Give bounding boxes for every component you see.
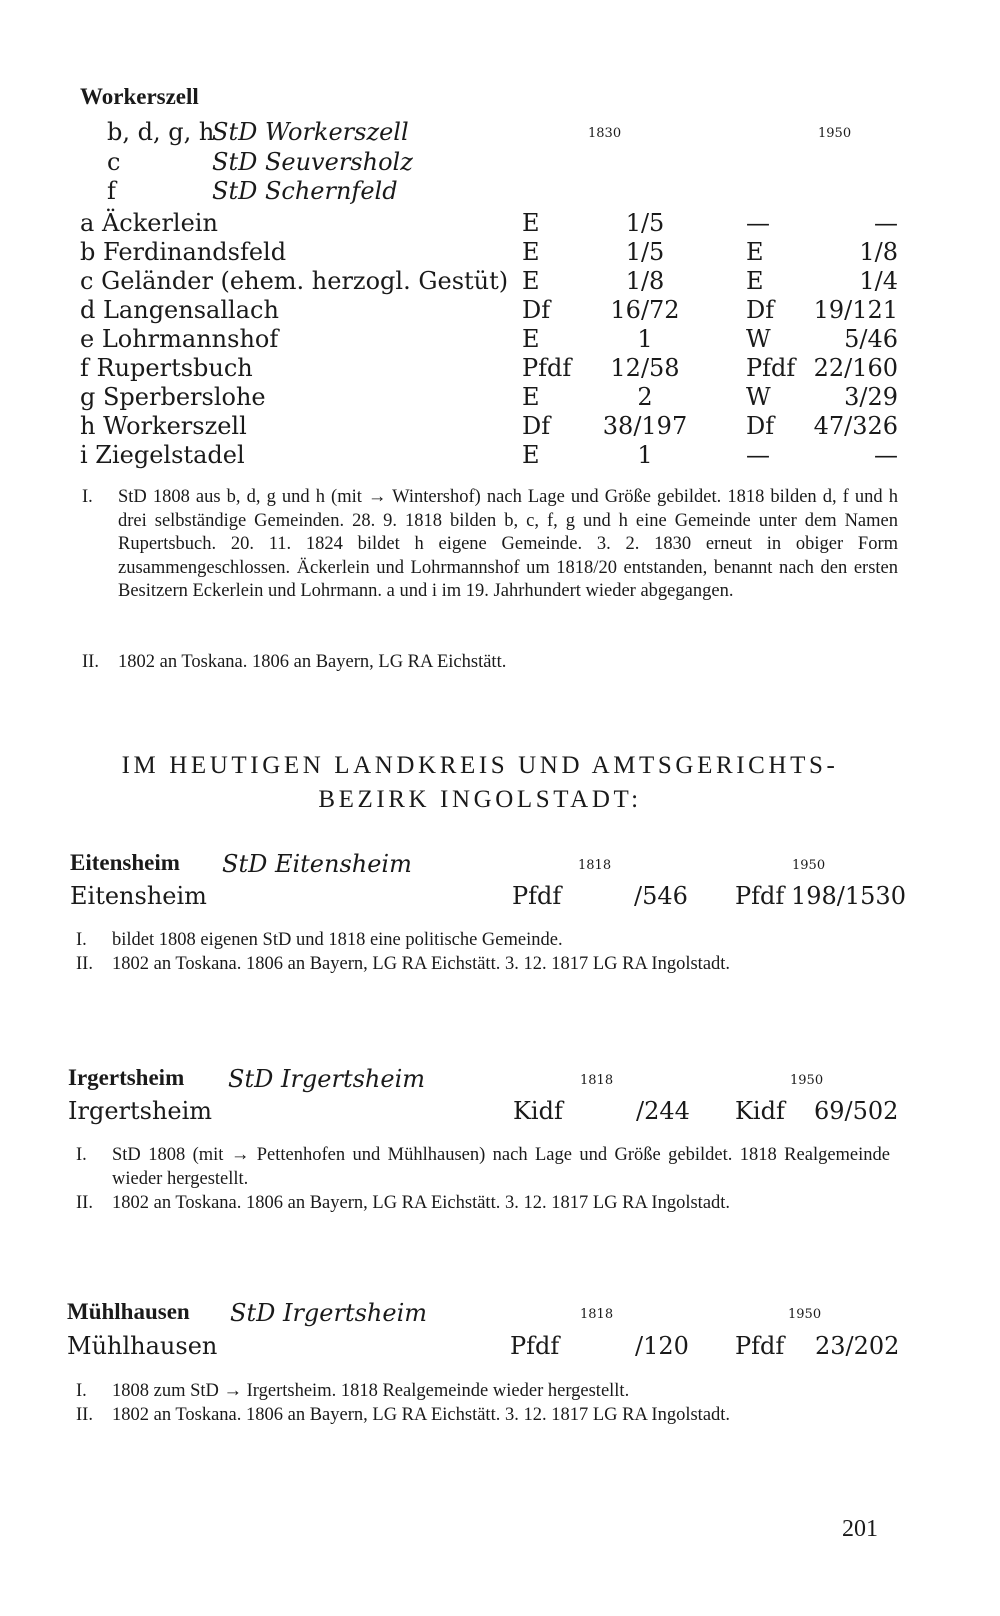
std-name-2: StD Seuversholz (212, 148, 413, 176)
note-text: 1802 an Toskana. 1806 an Bayern, LG RA Eichstätt. 3. 12. 1817 LG RA Ingolstadt. (112, 1405, 731, 1425)
note-text: 1808 zum StD → Irgertsheim. 1818 Realgemeinde wieder hergestellt. (112, 1381, 630, 1401)
table-row-type1830: E (522, 383, 540, 411)
table-row-place: a Äckerlein (80, 209, 218, 237)
irgertsheim-note-2 (76, 1192, 890, 1240)
entry-title-muehlhausen: Mühlhausen (67, 1299, 190, 1324)
table-row-type1950: — (746, 441, 770, 469)
table-row-type1950: W (746, 383, 771, 411)
table-row-value1830: 1/8 (625, 267, 665, 295)
table-row-value1830: 1/5 (625, 209, 665, 237)
table-row-value1830: 1 (637, 325, 653, 353)
table-row-value1950: — (874, 209, 898, 237)
note-text: StD 1808 aus b, d, g und h (mit → Wintershof) nach Lage und Größe gebildet. 1818 bilden d, f und h drei selbständige Gemeinden. 28. 9. 1818 bilden b, c, f, g und h eine Gemeinde unter dem Namen Rupertsbuch. 20. 11. 1824 bildet h eigene Gemeinde. 3. 2. 1830 erneut in obiger Form zusammengeschlossen. Äckerlein und Lohrmannshof um 1818/20 entstanden, benannt nach den ersten Besitzern Eckerlein und Lohrmann. a und i im 19. Jahrhundert wieder abgegangen. (118, 487, 898, 601)
note-label: II. (76, 954, 93, 974)
note-text: StD 1808 (mit → Pettenhofen und Mühlhausen) nach Lage und Größe gebildet. 1818 Realgemeinde wieder hergestellt. (112, 1145, 890, 1189)
workerszell-note-1 (82, 486, 898, 652)
eitensheim-note-1 (76, 929, 890, 953)
table-row-type1950: Pfdf (746, 354, 796, 382)
table-row-type1830: Df (522, 412, 551, 440)
note-text: 1802 an Toskana. 1806 an Bayern, LG RA Eichstätt. 3. 12. 1817 LG RA Ingolstadt. (112, 1193, 731, 1213)
workerszell-title: Workerszell (80, 84, 199, 109)
std-codes-2: c (107, 148, 121, 176)
note-label: I. (76, 1145, 87, 1165)
table-row-value1830: 38/197 (602, 412, 688, 440)
table-row-value1830: 16/72 (610, 296, 680, 324)
table-row-type1950: Df (746, 296, 775, 324)
std-name-1: StD Workerszell (212, 118, 409, 146)
entry-type1-irgertsheim: Kidf (513, 1097, 563, 1125)
table-row-value1830: 1/5 (625, 238, 665, 266)
entry-type2-irgertsheim: Kidf (735, 1097, 785, 1125)
muehlhausen-note-2 (76, 1404, 890, 1452)
std-codes-3: f (107, 177, 116, 205)
year-1830: 1830 (588, 126, 622, 141)
table-row-place: h Workerszell (80, 412, 247, 440)
table-row-value1950: 5/46 (844, 325, 898, 353)
entry-std-eitensheim: StD Eitensheim (222, 850, 412, 878)
entry-type2-eitensheim: Pfdf (735, 882, 785, 910)
table-row-place: c Geländer (ehem. herzogl. Gestüt) (80, 267, 509, 295)
entry-value2-muehlhausen: 23/202 (815, 1332, 900, 1360)
entry-year1-irgertsheim: 1818 (580, 1073, 614, 1088)
table-row-place: f Rupertsbuch (80, 354, 253, 382)
table-row-type1830: E (522, 267, 540, 295)
entry-year2-eitensheim: 1950 (792, 858, 826, 873)
table-row-type1830: E (522, 325, 540, 353)
table-row-place: b Ferdinandsfeld (80, 238, 287, 266)
entry-place-irgertsheim: Irgertsheim (68, 1097, 213, 1125)
table-row-value1830: 1 (637, 441, 653, 469)
std-name-3: StD Schernfeld (212, 177, 398, 205)
entry-type2-muehlhausen: Pfdf (735, 1332, 785, 1360)
entry-type1-muehlhausen: Pfdf (510, 1332, 560, 1360)
std-codes-1: b, d, g, h (107, 118, 215, 146)
table-row-value1950: 19/121 (813, 296, 898, 324)
entry-value1-muehlhausen: /120 (635, 1332, 689, 1360)
table-row-type1950: E (746, 238, 764, 266)
workerszell-note-2 (82, 651, 898, 675)
entry-place-eitensheim: Eitensheim (70, 882, 207, 910)
entry-year2-muehlhausen: 1950 (788, 1307, 822, 1322)
table-row-value1950: — (874, 441, 898, 469)
entry-std-muehlhausen: StD Irgertsheim (230, 1299, 428, 1327)
note-label: II. (76, 1405, 93, 1425)
note-label: I. (82, 487, 93, 507)
note-label: I. (76, 930, 87, 950)
entry-std-irgertsheim: StD Irgertsheim (228, 1065, 426, 1093)
table-row-type1950: W (746, 325, 771, 353)
section-heading-line-1: IM HEUTIGEN LANDKREIS UND AMTSGERICHTS- (121, 752, 839, 779)
note-label: II. (76, 1193, 93, 1213)
note-label: II. (82, 652, 99, 672)
entry-value1-eitensheim: /546 (634, 882, 688, 910)
table-row-type1830: E (522, 238, 540, 266)
note-text: 1802 an Toskana. 1806 an Bayern, LG RA Eichstätt. (118, 652, 507, 672)
muehlhausen-note-1 (76, 1380, 890, 1404)
section-heading-line-2: BEZIRK INGOLSTADT: (318, 786, 642, 813)
entry-value1-irgertsheim: /244 (636, 1097, 690, 1125)
table-row-place: g Sperberslohe (80, 383, 266, 411)
table-row-value1950: 3/29 (844, 383, 898, 411)
table-row-value1830: 2 (637, 383, 653, 411)
table-row-type1950: — (746, 209, 770, 237)
entry-title-irgertsheim: Irgertsheim (68, 1065, 185, 1090)
year-1950: 1950 (818, 126, 852, 141)
note-text: 1802 an Toskana. 1806 an Bayern, LG RA Eichstätt. 3. 12. 1817 LG RA Ingolstadt. (112, 954, 731, 974)
eitensheim-note-2 (76, 953, 890, 1001)
table-row-place: d Langensallach (80, 296, 279, 324)
page-number: 201 (842, 1516, 878, 1542)
table-row-value1830: 12/58 (610, 354, 680, 382)
table-row-type1830: Pfdf (522, 354, 572, 382)
table-row-value1950: 47/326 (813, 412, 898, 440)
table-row-value1950: 1/4 (859, 267, 898, 295)
note-text: bildet 1808 eigenen StD und 1818 eine politische Gemeinde. (112, 930, 563, 950)
entry-value2-irgertsheim: 69/502 (814, 1097, 899, 1125)
table-row-type1830: Df (522, 296, 551, 324)
entry-year1-muehlhausen: 1818 (580, 1307, 614, 1322)
entry-title-eitensheim: Eitensheim (70, 850, 180, 875)
table-row-place: e Lohrmannshof (80, 325, 279, 353)
note-label: I. (76, 1381, 87, 1401)
table-row-place: i Ziegelstadel (80, 441, 245, 469)
table-row-type1950: Df (746, 412, 775, 440)
entry-year2-irgertsheim: 1950 (790, 1073, 824, 1088)
table-row-value1950: 1/8 (859, 238, 898, 266)
entry-place-muehlhausen: Mühlhausen (67, 1332, 218, 1360)
table-row-type1830: E (522, 209, 540, 237)
entry-type1-eitensheim: Pfdf (512, 882, 562, 910)
table-row-value1950: 22/160 (813, 354, 898, 382)
table-row-type1830: E (522, 441, 540, 469)
entry-value2-eitensheim: 198/1530 (791, 882, 906, 910)
table-row-type1950: E (746, 267, 764, 295)
irgertsheim-note-1 (76, 1144, 890, 1192)
entry-year1-eitensheim: 1818 (578, 858, 612, 873)
